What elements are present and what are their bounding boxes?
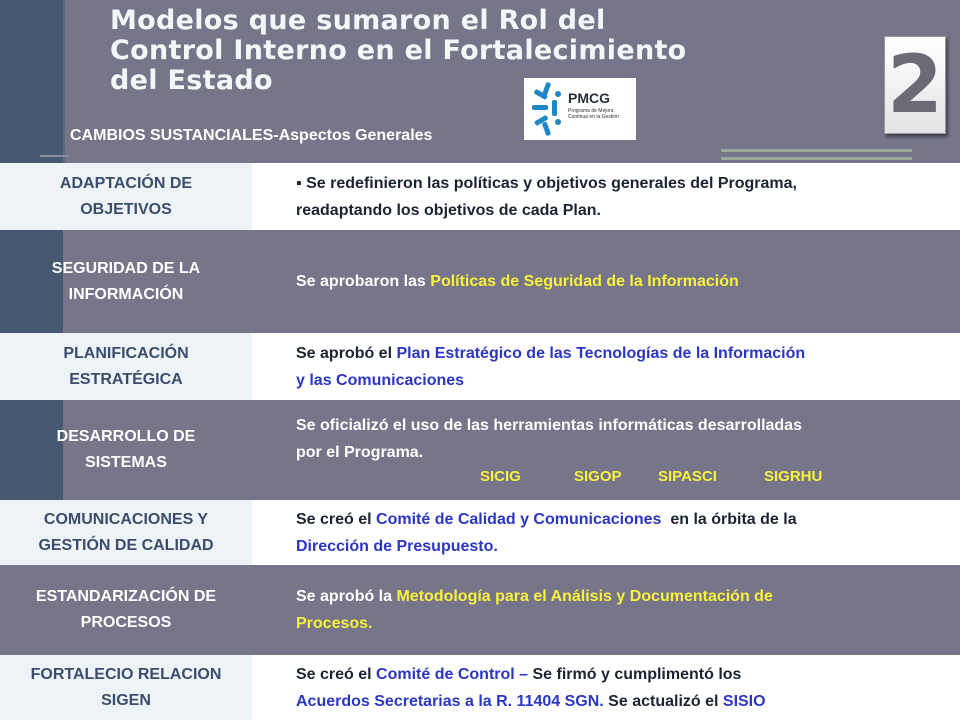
row-text: por el Programa. bbox=[296, 444, 424, 461]
row-text: Se creó el bbox=[296, 665, 377, 683]
row-highlight: Dirección de Presupuesto. bbox=[296, 537, 498, 555]
row-content bbox=[252, 565, 960, 655]
row-text: Se redefinieron las políticas y objetivos generales del Programa, bbox=[306, 174, 797, 192]
row-highlight: Acuerdos Secretarias a la R. 11404 SGN. bbox=[296, 692, 604, 710]
header-side-bar-edge bbox=[63, 0, 65, 163]
row-label-line: ADAPTACIÓN DE bbox=[59, 174, 193, 192]
row-text: Se actualizó el bbox=[603, 692, 723, 710]
system-tag: SICIG bbox=[480, 468, 521, 485]
row-text: Se oficializó el uso de las herramientas informáticas desarrolladas bbox=[296, 417, 802, 434]
systems-list bbox=[296, 466, 940, 488]
bullet-icon: ▪ bbox=[296, 174, 302, 192]
row-label-line: COMUNICACIONES Y bbox=[43, 510, 209, 528]
row-label bbox=[0, 655, 252, 720]
row-fortalecio-relacion-sigen bbox=[0, 655, 960, 720]
row-label bbox=[0, 333, 252, 400]
row-label-line: DESARROLLO DE bbox=[56, 428, 196, 445]
row-estandarizacion-procesos bbox=[0, 565, 960, 655]
row-planificacion-estrategica bbox=[0, 333, 960, 400]
header-side-bar bbox=[0, 0, 63, 163]
row-text: Se creó el bbox=[296, 510, 377, 528]
row-label-line: INFORMACIÓN bbox=[68, 285, 184, 303]
row-content bbox=[252, 230, 960, 333]
row-text: Se aprobó el bbox=[296, 344, 397, 362]
row-label-line: OBJETIVOS bbox=[80, 200, 172, 218]
pmcg-logo bbox=[524, 78, 636, 140]
row-content bbox=[252, 333, 960, 400]
row-highlight: Plan Estratégico de las Tecnologías de la Información bbox=[396, 344, 806, 362]
title-line: del Estado bbox=[110, 65, 273, 96]
row-label bbox=[0, 500, 252, 565]
row-text: Se aprobaron las bbox=[296, 273, 431, 290]
system-tag: SIGOP bbox=[574, 468, 622, 485]
accent-bar bbox=[721, 149, 912, 152]
row-comunicaciones-calidad bbox=[0, 500, 960, 565]
row-label-line: SISTEMAS bbox=[85, 454, 167, 471]
row-highlight: Políticas de Seguridad de la Información bbox=[430, 273, 739, 290]
row-desarrollo-sistemas bbox=[0, 400, 960, 500]
system-tag: SIGRHU bbox=[764, 468, 823, 485]
title-line: Control Interno en el Fortalecimiento bbox=[110, 35, 687, 66]
row-label bbox=[0, 400, 252, 500]
logo-name: PMCG bbox=[568, 90, 610, 106]
row-highlight: Procesos. bbox=[296, 615, 373, 632]
row-seguridad-informacion bbox=[0, 230, 960, 333]
row-label bbox=[0, 565, 252, 655]
row-highlight: Metodología para el Análisis y Documentación de bbox=[396, 588, 773, 605]
logo-tagline: Programa de Mejora Continua en la Gestión bbox=[568, 108, 619, 120]
section-number-badge: 2 bbox=[884, 36, 946, 134]
row-label-line: SEGURIDAD DE LA bbox=[51, 259, 201, 277]
slide-title bbox=[110, 6, 810, 96]
accent-bar bbox=[721, 157, 912, 160]
row-label-line: PROCESOS bbox=[80, 614, 172, 631]
row-label-line: ESTRATÉGICA bbox=[69, 370, 183, 388]
row-content bbox=[252, 400, 960, 500]
system-tag: SIPASCI bbox=[658, 468, 717, 485]
slide-header bbox=[0, 0, 960, 163]
row-text: Se firmó y cumplimentó los bbox=[528, 665, 742, 683]
row-label bbox=[0, 230, 252, 333]
row-highlight: y las Comunicaciones bbox=[296, 371, 465, 389]
row-text: Se aprobó la bbox=[296, 588, 397, 605]
row-adaptacion-objetivos bbox=[0, 163, 960, 230]
slide-subtitle: CAMBIOS SUSTANCIALES-Aspectos Generales bbox=[70, 127, 433, 144]
row-label-line: SIGEN bbox=[101, 691, 151, 709]
row-label-line: ESTANDARIZACIÓN DE bbox=[35, 588, 217, 605]
header-divider bbox=[40, 155, 70, 157]
row-highlight: SISIO bbox=[722, 692, 766, 710]
row-label-line: GESTIÓN DE CALIDAD bbox=[38, 536, 214, 554]
row-highlight: Comité de Control – bbox=[376, 665, 529, 683]
pmcg-emblem-icon bbox=[530, 80, 568, 138]
title-line: Modelos que sumaron el Rol del bbox=[110, 5, 606, 36]
row-label-line: PLANIFICACIÓN bbox=[63, 344, 189, 362]
row-text: en la órbita de la bbox=[661, 510, 797, 528]
row-content bbox=[252, 500, 960, 565]
row-content bbox=[252, 163, 960, 230]
row-label-line: FORTALECIO RELACION bbox=[30, 665, 222, 683]
row-highlight: Comité de Calidad y Comunicaciones bbox=[376, 510, 662, 528]
row-content bbox=[252, 655, 960, 720]
row-label bbox=[0, 163, 252, 230]
row-text: readaptando los objetivos de cada Plan. bbox=[296, 201, 601, 219]
